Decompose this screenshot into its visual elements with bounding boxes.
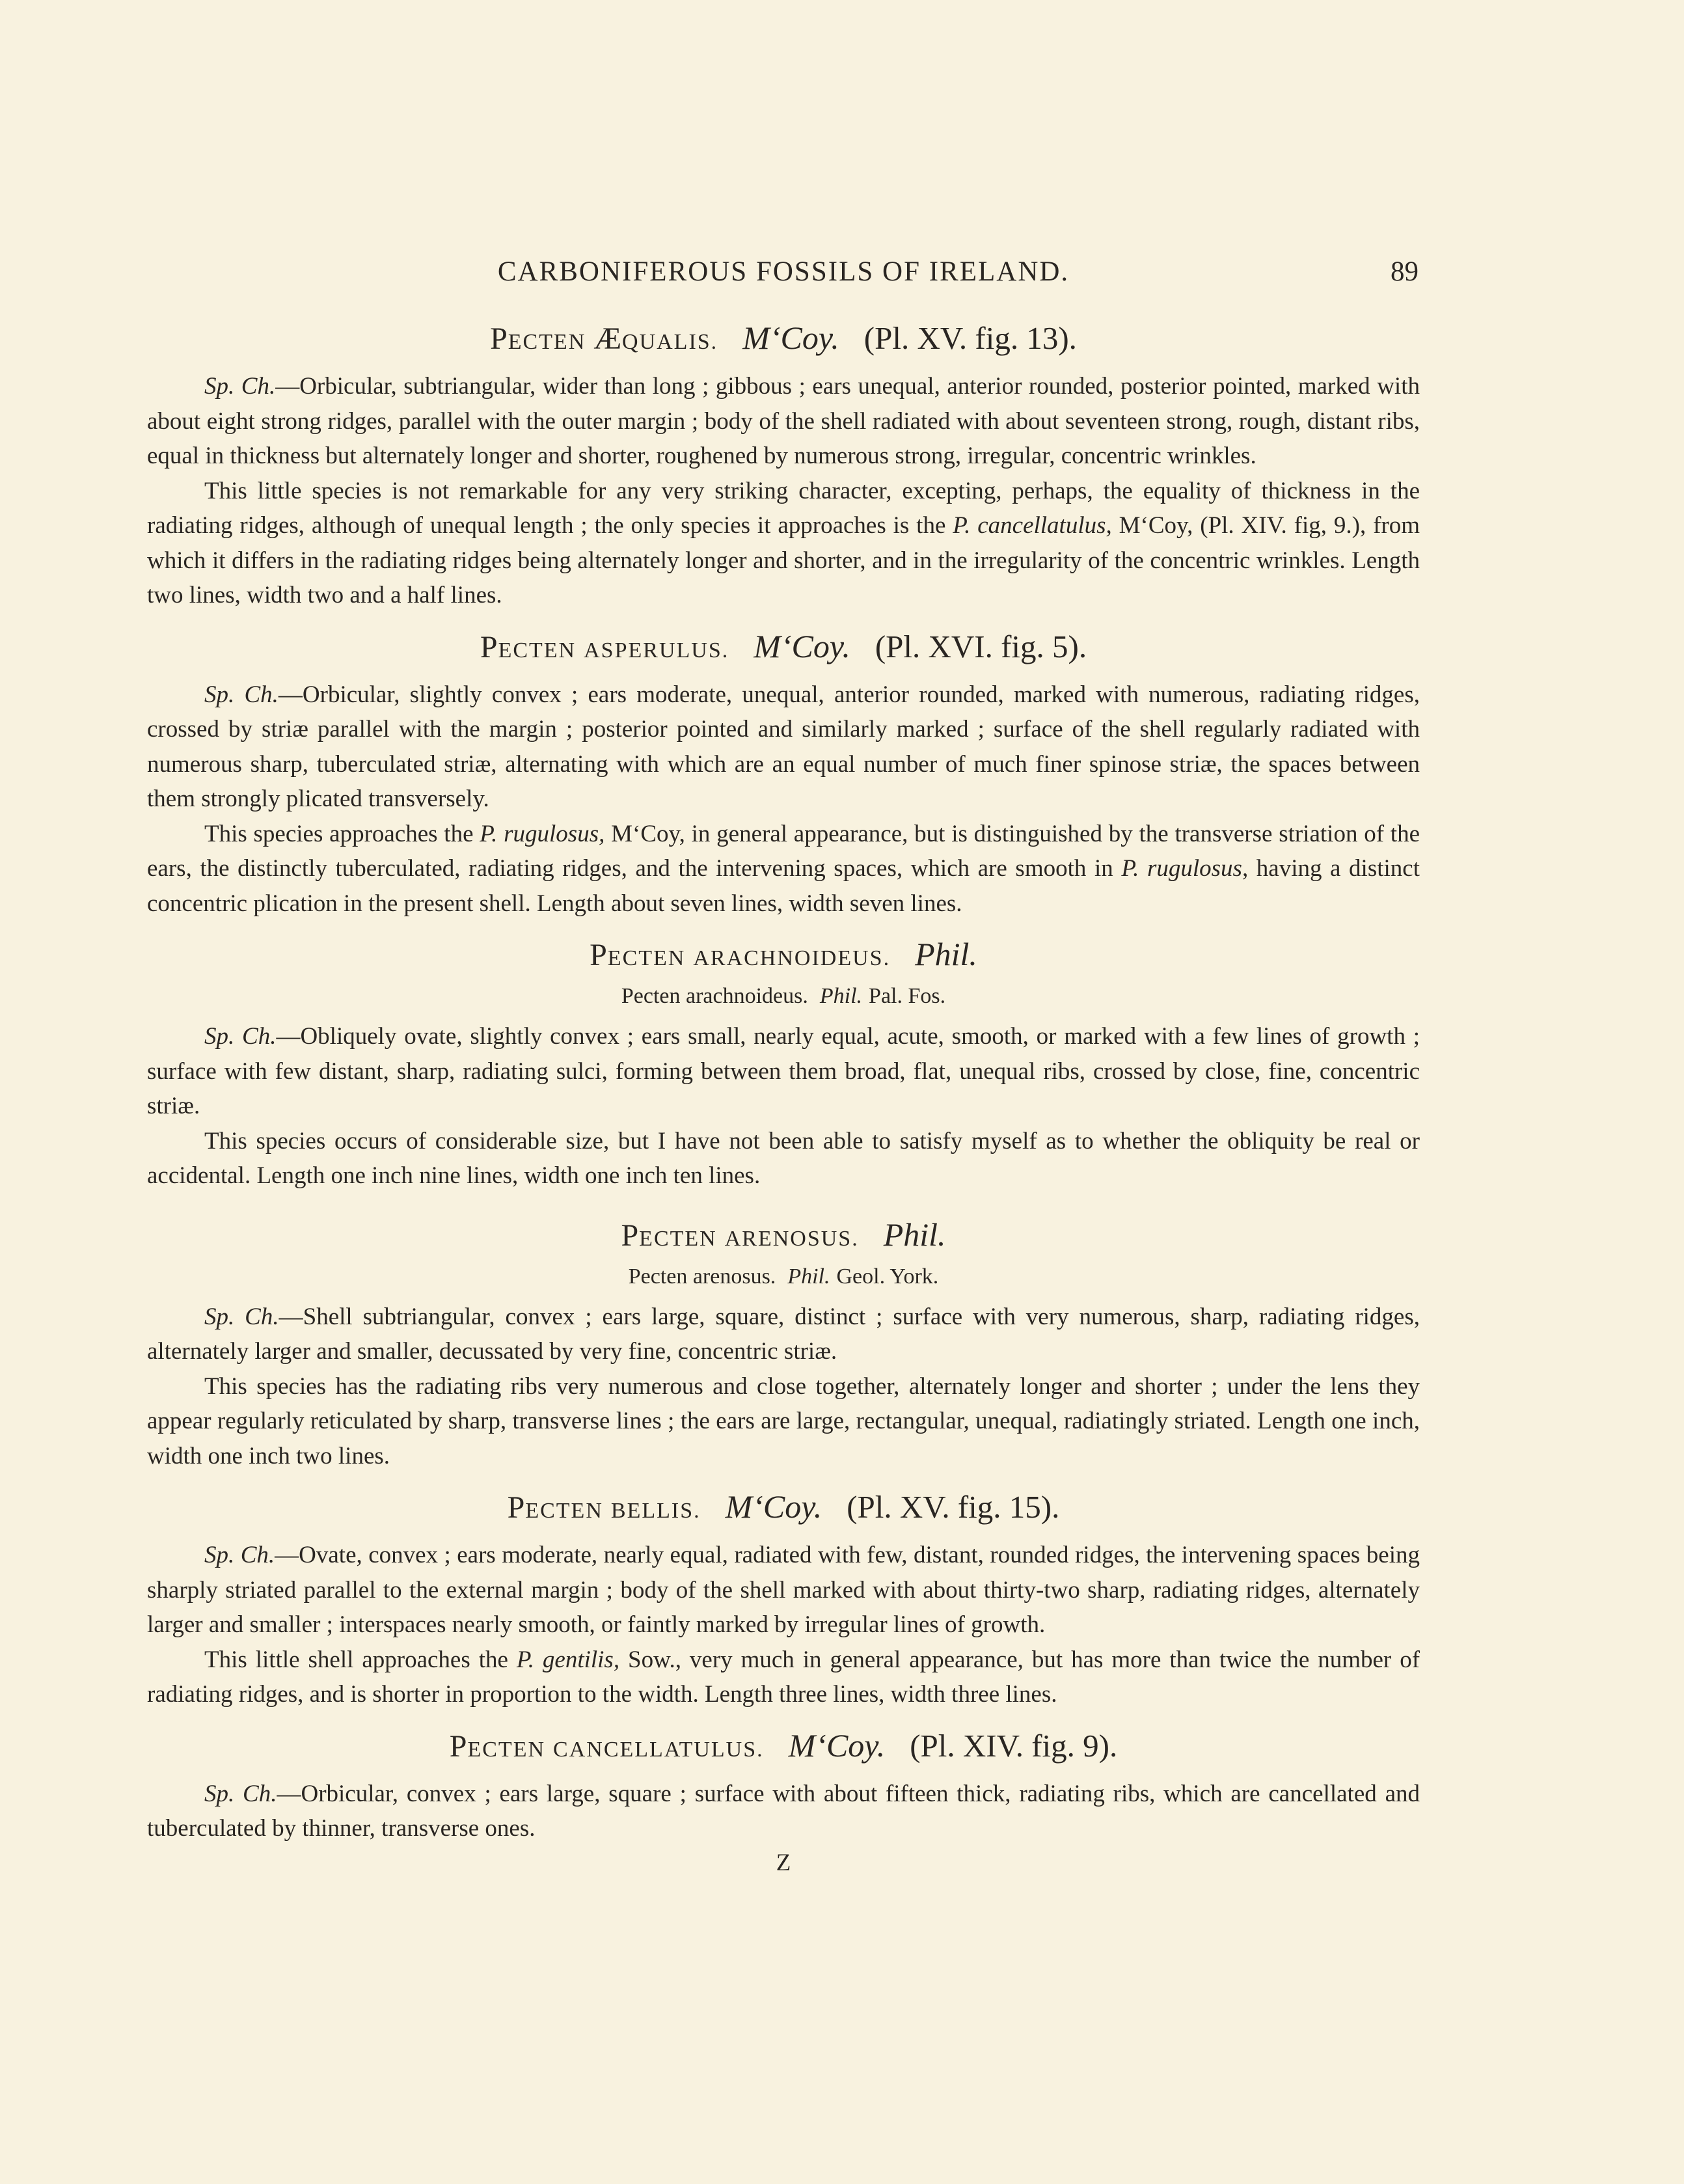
species-epithet: ÆQUALIS. — [593, 321, 718, 356]
species-entry — [147, 626, 1420, 921]
species-epithet: CANCELLATULUS. — [553, 1737, 764, 1762]
specific-characters: Sp. Ch.—Obliquely ovate, slightly convex ; ears small, nearly equal, acute, smooth, or marked with a few lines of growth ; surface with few distant, sharp, radiating sulci, forming between them broad, flat, unequal ribs, crossed by close, fine, concentric striæ. — [147, 1023, 1420, 1119]
genus-name: PECTEN — [449, 1728, 546, 1764]
running-head — [148, 253, 1419, 292]
species-authority: Phil. — [883, 1216, 946, 1253]
genus-name: PECTEN — [507, 1490, 603, 1525]
genus-name: PECTEN — [480, 629, 577, 664]
species-remarks: This species has the radiating ribs very numerous and close together, alternately longer and shorter ; under the lens they appear regularly reticulated by sharp, transverse lines ; the ears are large, rectangular, unequal, radiatingly striated. Length one inch, width one inch two lines. — [147, 1372, 1420, 1469]
species-remarks: This species occurs of considerable size, but I have not been able to satisfy myself as to whether the obliquity be real or accidental. Length one inch nine lines, width one inch ten lines. — [147, 1127, 1420, 1189]
species-authority: M‘Coy. — [754, 627, 850, 664]
species-remarks: This little shell approaches the P. gentilis, Sow., very much in general appearance, but has more than twice the number of radiating ridges, and is shorter in proportion to the width. Length three lines, width three lines. — [147, 1646, 1420, 1708]
plate-reference: (Pl. XVI. fig. 5). — [875, 628, 1087, 664]
species-remarks: This species approaches the P. rugulosus, M‘Coy, in general appearance, but is distinguished by the transverse striation of the ears, the distinctly tuberculated, radiating ridges, and the intervening spaces, which are smooth in P. rugulosus, having a distinct concentric plication in the present shell. Length about seven lines, width seven lines. — [147, 820, 1420, 917]
species-entry — [147, 1214, 1420, 1474]
page-body — [147, 318, 1420, 1879]
species-authority: Phil. — [915, 936, 977, 972]
genus-name: PECTEN — [590, 938, 686, 972]
species-epithet: ARENOSUS. — [724, 1226, 859, 1251]
plate-reference: (Pl. XV. fig. 13). — [863, 320, 1077, 356]
species-epithet: ARACHNOIDEUS. — [693, 946, 891, 970]
species-entry — [147, 934, 1420, 1194]
specific-characters: Sp. Ch.—Ovate, convex ; ears moderate, nearly equal, radiated with few, distant, rounded ridges, the intervening spaces being sharply striated parallel to the external margin ; body of the shell marked with about thirty-two sharp, radiating ridges, alternately larger and smaller ; interspaces nearly smooth, or faintly marked by irregular lines of growth. — [147, 1542, 1420, 1638]
species-epithet: BELLIS. — [610, 1499, 701, 1523]
running-title: CARBONIFEROUS FOSSILS OF IRELAND. — [497, 256, 1070, 287]
plate-reference: (Pl. XV. fig. 15). — [847, 1489, 1060, 1525]
specific-characters: Sp. Ch.—Orbicular, convex ; ears large, square ; surface with about fifteen thick, radiating ribs, which are cancellated and tuberculated by thinner, transverse ones. — [147, 1780, 1420, 1842]
species-entry — [147, 1725, 1420, 1846]
species-heading — [147, 1725, 1420, 1770]
synonym-line: Pecten arachnoideus. Phil. Pal. Fos. — [621, 984, 946, 1008]
page-number: 89 — [1391, 256, 1419, 287]
genus-name: PECTEN — [490, 321, 586, 356]
specific-characters: Sp. Ch.—Shell subtriangular, convex ; ears large, square, distinct ; surface with very numerous, sharp, radiating ridges, alternately larger and smaller, decussated by very fine, concentric striæ. — [147, 1303, 1420, 1365]
specific-characters: Sp. Ch.—Orbicular, subtriangular, wider than long ; gibbous ; ears unequal, anterior rounded, posterior pointed, marked with about eight strong ridges, parallel with the outer margin ; body of the shell radiated with about seventeen strong, rough, distant ribs, equal in thickness but alternately longer and shorter, roughened by numerous strong, irregular, concentric wrinkles. — [147, 373, 1420, 469]
species-heading — [147, 626, 1420, 671]
specific-characters: Sp. Ch.—Orbicular, slightly convex ; ears moderate, unequal, anterior rounded, marked with numerous, radiating ridges, crossed by striæ parallel with the margin ; posterior pointed and similarly marked ; surface of the shell regularly radiated with numerous sharp, tuberculated striæ, alternating with which are an equal number of much finer spinose striæ, the spaces between them strongly plicated transversely. — [147, 681, 1420, 812]
species-entry — [147, 1486, 1420, 1712]
signature-mark: Z — [776, 1849, 791, 1876]
species-heading — [147, 318, 1420, 362]
species-authority: M‘Coy. — [788, 1727, 886, 1764]
species-authority: M‘Coy. — [725, 1488, 822, 1525]
genus-name: PECTEN — [621, 1218, 717, 1253]
species-heading — [147, 934, 1420, 979]
species-heading — [147, 1486, 1420, 1531]
species-remarks: This little species is not remarkable for any very striking character, excepting, perhaps, the equality of thickness in the radiating ridges, although of unequal length ; the only species it approaches is the P. cancellatulus, M‘Coy, (Pl. XIV. fig, 9.), from which it differs in the radiating ridges being alternately longer and shorter, and in the irregularity of the concentric wrinkles. Length two lines, width two and a half lines. — [147, 477, 1420, 608]
species-entry — [147, 318, 1420, 613]
plate-reference: (Pl. XIV. fig. 9). — [910, 1727, 1118, 1764]
species-epithet: ASPERULUS. — [584, 638, 729, 662]
species-authority: M‘Coy. — [742, 320, 839, 356]
species-heading — [147, 1214, 1420, 1259]
synonym-line: Pecten arenosus. Phil. Geol. York. — [628, 1264, 939, 1289]
